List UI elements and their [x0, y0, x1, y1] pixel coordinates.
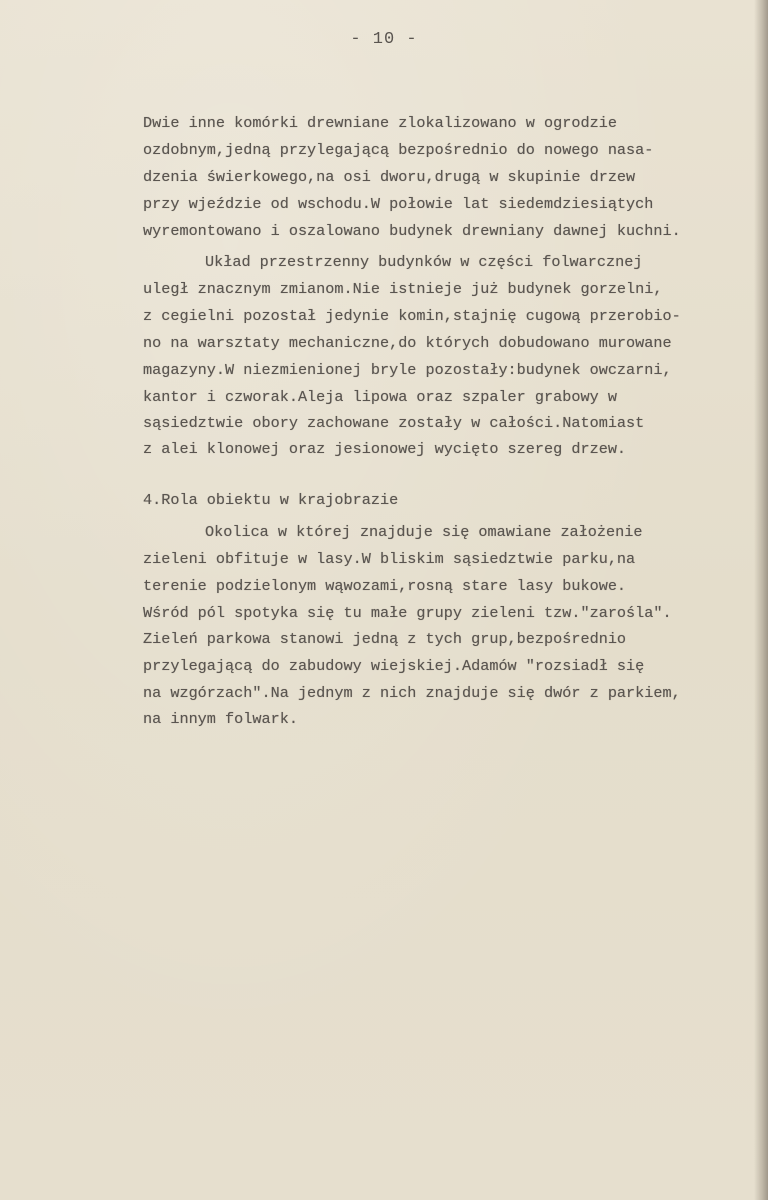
text-line: Okolica w której znajduje się omawiane założenie	[205, 523, 643, 541]
text-line: no na warsztaty mechaniczne,do których dobudowano murowane	[143, 334, 672, 352]
text-line: uległ znacznym zmianom.Nie istnieje już budynek gorzelni,	[143, 280, 663, 298]
text-line: Układ przestrzenny budynków w części folwarcznej	[205, 253, 643, 271]
text-line: dzenia świerkowego,na osi dworu,drugą w skupinie drzew	[143, 168, 636, 186]
text-line: na wzgórzach".Na jednym z nich znajduje się dwór z parkiem,	[143, 684, 681, 702]
text-line: sąsiedztwie obory zachowane zostały w całości.Natomiast	[143, 414, 645, 432]
text-line: przy wjeździe od wschodu.W połowie lat siedemdziesiątych	[143, 195, 654, 213]
text-line: na innym folwark.	[143, 710, 298, 728]
page-edge-shadow	[754, 0, 768, 1200]
text-line: terenie podzielonym wąwozami,rosną stare lasy bukowe.	[143, 577, 627, 595]
text-line: przylegającą do zabudowy wiejskiej.Adamów "rozsiadł się	[143, 657, 645, 675]
text-line: wyremontowano i oszalowano budynek drewniany dawnej kuchni.	[143, 222, 681, 240]
text-line: z alei klonowej oraz jesionowej wycięto szereg drzew.	[143, 440, 627, 458]
text-line: z cegielni pozostał jedynie komin,stajnię cugową przerobio-	[143, 307, 681, 325]
text-line: kantor i czworak.Aleja lipowa oraz szpaler grabowy w	[143, 388, 617, 406]
text-line: ozdobnym,jedną przylegającą bezpośrednio do nowego nasa-	[143, 141, 654, 159]
text-line: Dwie inne komórki drewniane zlokalizowano w ogrodzie	[143, 114, 617, 132]
section-heading: 4.Rola obiektu w krajobrazie	[143, 491, 399, 509]
text-line: Wśród pól spotyka się tu małe grupy zieleni tzw."zarośla".	[143, 604, 672, 622]
text-line: zieleni obfituje w lasy.W bliskim sąsiedztwie parku,na	[143, 550, 636, 568]
page-number: - 10 -	[350, 30, 418, 49]
text-line: magazyny.W niezmienionej bryle pozostały:budynek owczarni,	[143, 361, 672, 379]
text-line: Zieleń parkowa stanowi jedną z tych grup,bezpośrednio	[143, 630, 627, 648]
